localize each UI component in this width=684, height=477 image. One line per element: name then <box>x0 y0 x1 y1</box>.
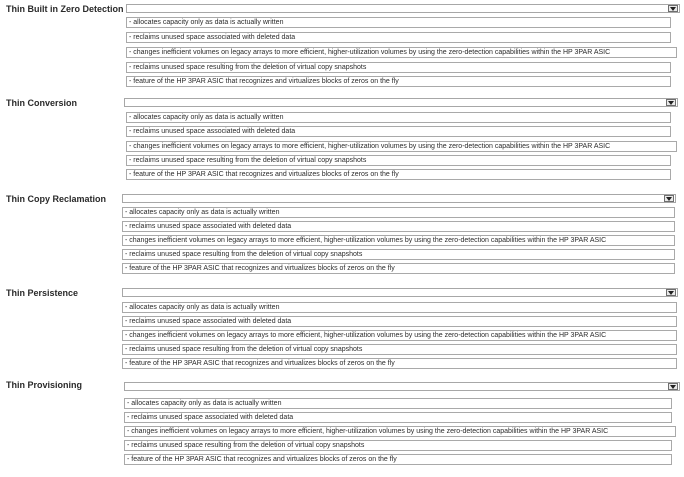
chevron-down-icon[interactable] <box>666 99 676 106</box>
group-label: Thin Copy Reclamation <box>6 194 107 204</box>
answer-dropdown[interactable] <box>122 288 678 297</box>
answer-dropdown[interactable] <box>122 194 676 203</box>
chevron-down-icon[interactable] <box>664 195 674 202</box>
option-item[interactable]: - feature of the HP 3PAR ASIC that recognizes and virtualizes blocks of zeros on the fly <box>122 263 675 274</box>
option-item[interactable]: - changes inefficient volumes on legacy arrays to more efficient, higher-utilization volumes by using the zero-detection capabilities within the HP 3PAR ASIC <box>124 426 676 437</box>
option-item[interactable]: - allocates capacity only as data is actually written <box>122 207 675 218</box>
option-item[interactable]: - feature of the HP 3PAR ASIC that recognizes and virtualizes blocks of zeros on the fly <box>126 76 671 87</box>
group-label: Thin Persistence <box>6 288 79 298</box>
option-item[interactable]: - reclaims unused space associated with deleted data <box>126 126 671 137</box>
option-item[interactable]: - reclaims unused space associated with deleted data <box>126 32 671 43</box>
option-item[interactable]: - reclaims unused space associated with deleted data <box>122 316 677 327</box>
option-item[interactable]: - allocates capacity only as data is actually written <box>126 17 671 28</box>
group-label: Thin Provisioning <box>6 380 82 390</box>
option-item[interactable]: - feature of the HP 3PAR ASIC that recognizes and virtualizes blocks of zeros on the fly <box>124 454 672 465</box>
chevron-down-icon[interactable] <box>668 383 678 390</box>
answer-dropdown[interactable] <box>126 4 680 13</box>
group-label: Thin Built in Zero Detection <box>6 4 124 14</box>
chevron-down-icon[interactable] <box>668 5 678 12</box>
option-item[interactable]: - feature of the HP 3PAR ASIC that recognizes and virtualizes blocks of zeros on the fly <box>122 358 677 369</box>
option-item[interactable]: - changes inefficient volumes on legacy arrays to more efficient, higher-utilization volumes by using the zero-detection capabilities within the HP 3PAR ASIC <box>122 330 677 341</box>
option-item[interactable]: - changes inefficient volumes on legacy arrays to more efficient, higher-utilization volumes by using the zero-detection capabilities within the HP 3PAR ASIC <box>126 141 677 152</box>
option-item[interactable]: - changes inefficient volumes on legacy arrays to more efficient, higher-utilization volumes by using the zero-detection capabilities within the HP 3PAR ASIC <box>126 47 677 58</box>
option-item[interactable]: - allocates capacity only as data is actually written <box>126 112 671 123</box>
option-item[interactable]: - reclaims unused space resulting from the deletion of virtual copy snapshots <box>126 62 671 73</box>
option-item[interactable]: - reclaims unused space resulting from the deletion of virtual copy snapshots <box>126 155 671 166</box>
option-item[interactable]: - reclaims unused space associated with deleted data <box>122 221 675 232</box>
option-item[interactable]: - reclaims unused space resulting from the deletion of virtual copy snapshots <box>122 249 675 260</box>
option-item[interactable]: - allocates capacity only as data is actually written <box>124 398 672 409</box>
option-item[interactable]: - allocates capacity only as data is actually written <box>122 302 677 313</box>
option-item[interactable]: - reclaims unused space resulting from the deletion of virtual copy snapshots <box>122 344 677 355</box>
option-item[interactable]: - reclaims unused space resulting from the deletion of virtual copy snapshots <box>124 440 672 451</box>
option-item[interactable]: - changes inefficient volumes on legacy arrays to more efficient, higher-utilization volumes by using the zero-detection capabilities within the HP 3PAR ASIC <box>122 235 675 246</box>
group-label: Thin Conversion <box>6 98 78 108</box>
option-item[interactable]: - feature of the HP 3PAR ASIC that recognizes and virtualizes blocks of zeros on the fly <box>126 169 671 180</box>
answer-dropdown[interactable] <box>124 98 678 107</box>
option-item[interactable]: - reclaims unused space associated with deleted data <box>124 412 672 423</box>
answer-dropdown[interactable] <box>124 382 680 391</box>
chevron-down-icon[interactable] <box>666 289 676 296</box>
